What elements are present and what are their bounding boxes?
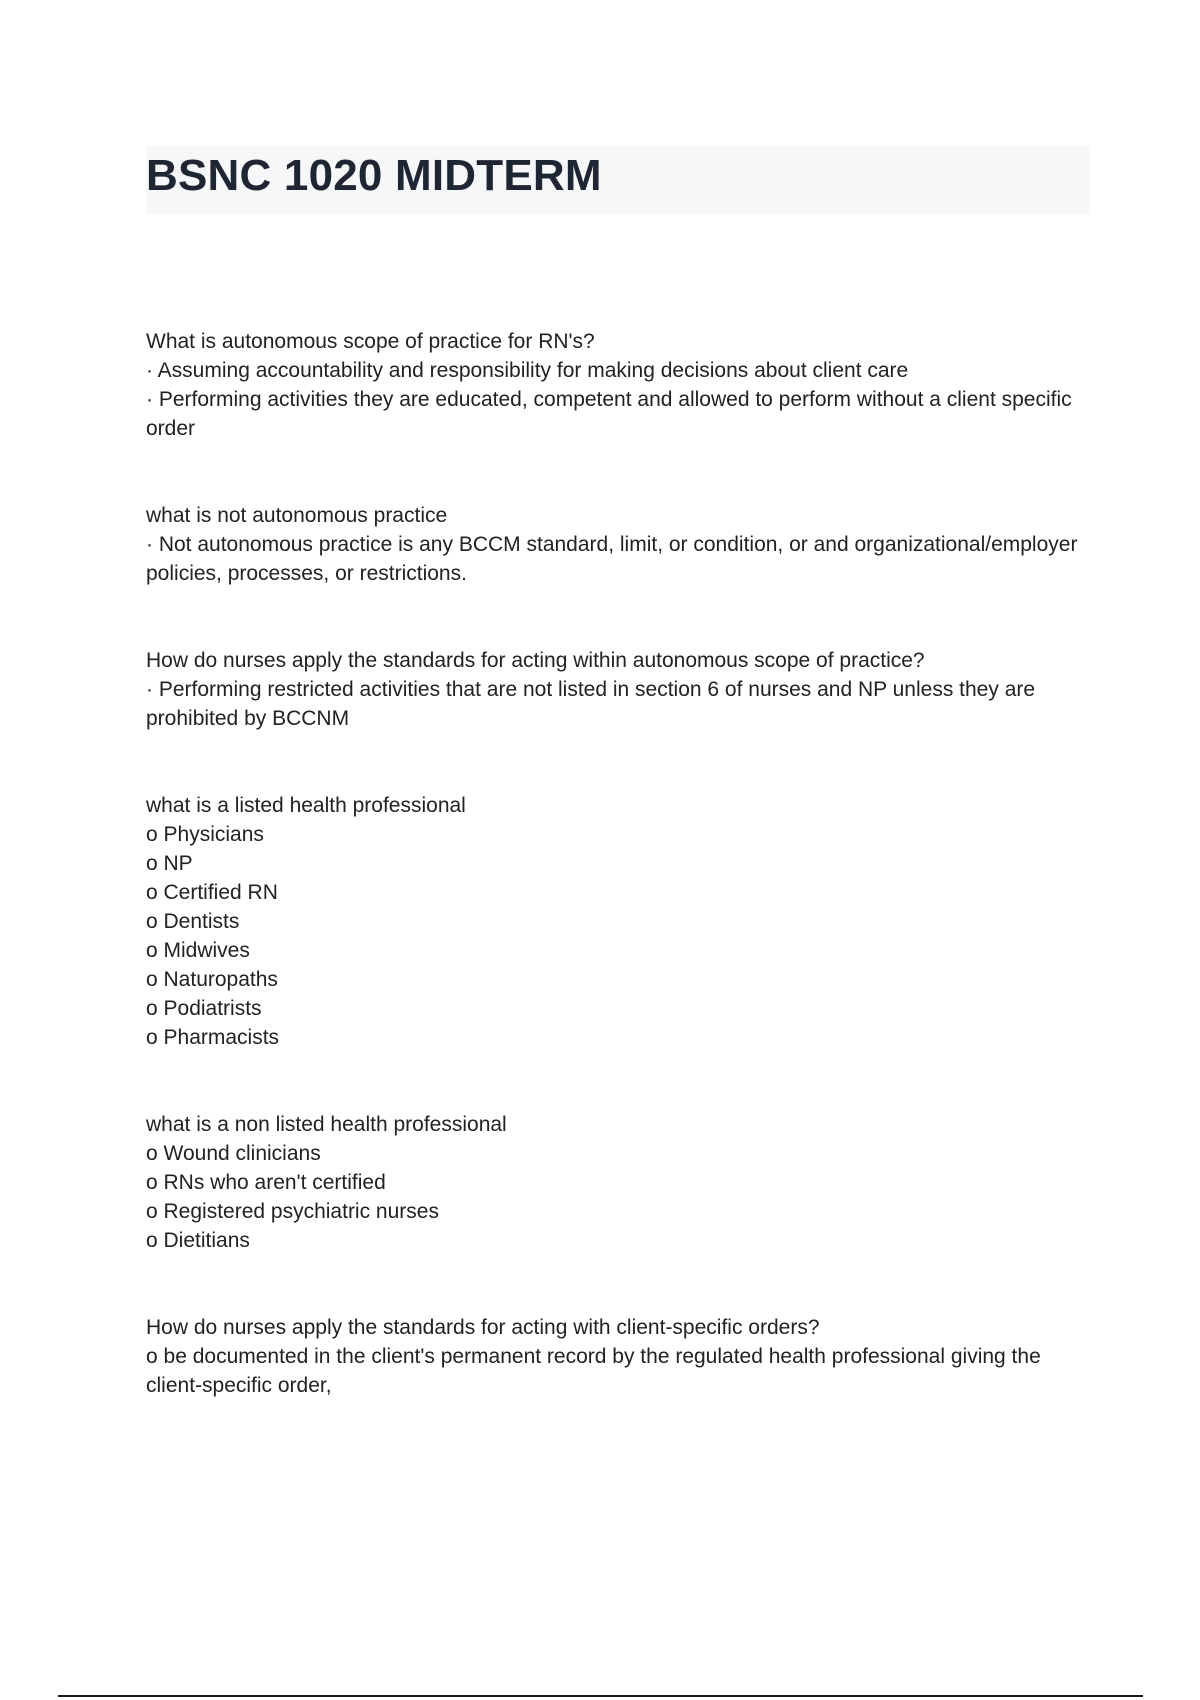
flashcard-answer-line: · Assuming accountability and responsibility for making decisions about client care (146, 359, 909, 382)
flashcard-answer-line: o Midwives (146, 939, 250, 962)
flashcard-answer-line: o NP (146, 852, 193, 875)
flashcard-answer-line: o Pharmacists (146, 1026, 280, 1049)
flashcard-4 (146, 791, 1090, 1052)
flashcard-2 (146, 501, 1090, 588)
flashcard-1 (146, 327, 1090, 443)
document-title: BSNC 1020 MIDTERM (146, 151, 602, 200)
flashcard-question: How do nurses apply the standards for acting within autonomous scope of practice? (146, 649, 925, 672)
flashcard-answer-line: · Not autonomous practice is any BCCM standard, limit, or condition, or and organizational/employer policies, processes, or restrictions. (146, 533, 1078, 585)
flashcard-answer-line: o Physicians (146, 823, 264, 846)
flashcard-question: what is not autonomous practice (146, 504, 448, 527)
flashcard-answer-line: o be documented in the client's permanent record by the regulated health professional giving the client-specific order, (146, 1345, 1041, 1397)
flashcard-6 (146, 1313, 1090, 1400)
flashcard-answer-line: o RNs who aren't certified (146, 1171, 386, 1194)
title-banner (146, 146, 1090, 214)
flashcard-answer-line: o Wound clinicians (146, 1142, 321, 1165)
flashcard-answer-line: o Registered psychiatric nurses (146, 1200, 439, 1223)
footer-divider (58, 1695, 1143, 1697)
flashcard-question: what is a non listed health professional (146, 1113, 507, 1136)
flashcard-answer-line: o Certified RN (146, 881, 278, 904)
flashcard-question: What is autonomous scope of practice for RN's? (146, 330, 595, 353)
flashcard-answer-line: o Naturopaths (146, 968, 278, 991)
flashcard-3 (146, 646, 1090, 733)
flashcard-answer-line: · Performing restricted activities that are not listed in section 6 of nurses and NP unless they are prohibited by BCCNM (146, 678, 1036, 730)
flashcard-answer-line: o Dentists (146, 910, 240, 933)
flashcard-question: what is a listed health professional (146, 794, 466, 817)
flashcard-answer-line: o Dietitians (146, 1229, 250, 1252)
flashcard-question: How do nurses apply the standards for acting with client-specific orders? (146, 1316, 820, 1339)
flashcard-answer-line: · Performing activities they are educated, competent and allowed to perform without a client specific order (146, 388, 1072, 440)
flashcard-answer-line: o Podiatrists (146, 997, 262, 1020)
flashcard-list (146, 327, 1090, 1458)
flashcard-5 (146, 1110, 1090, 1255)
